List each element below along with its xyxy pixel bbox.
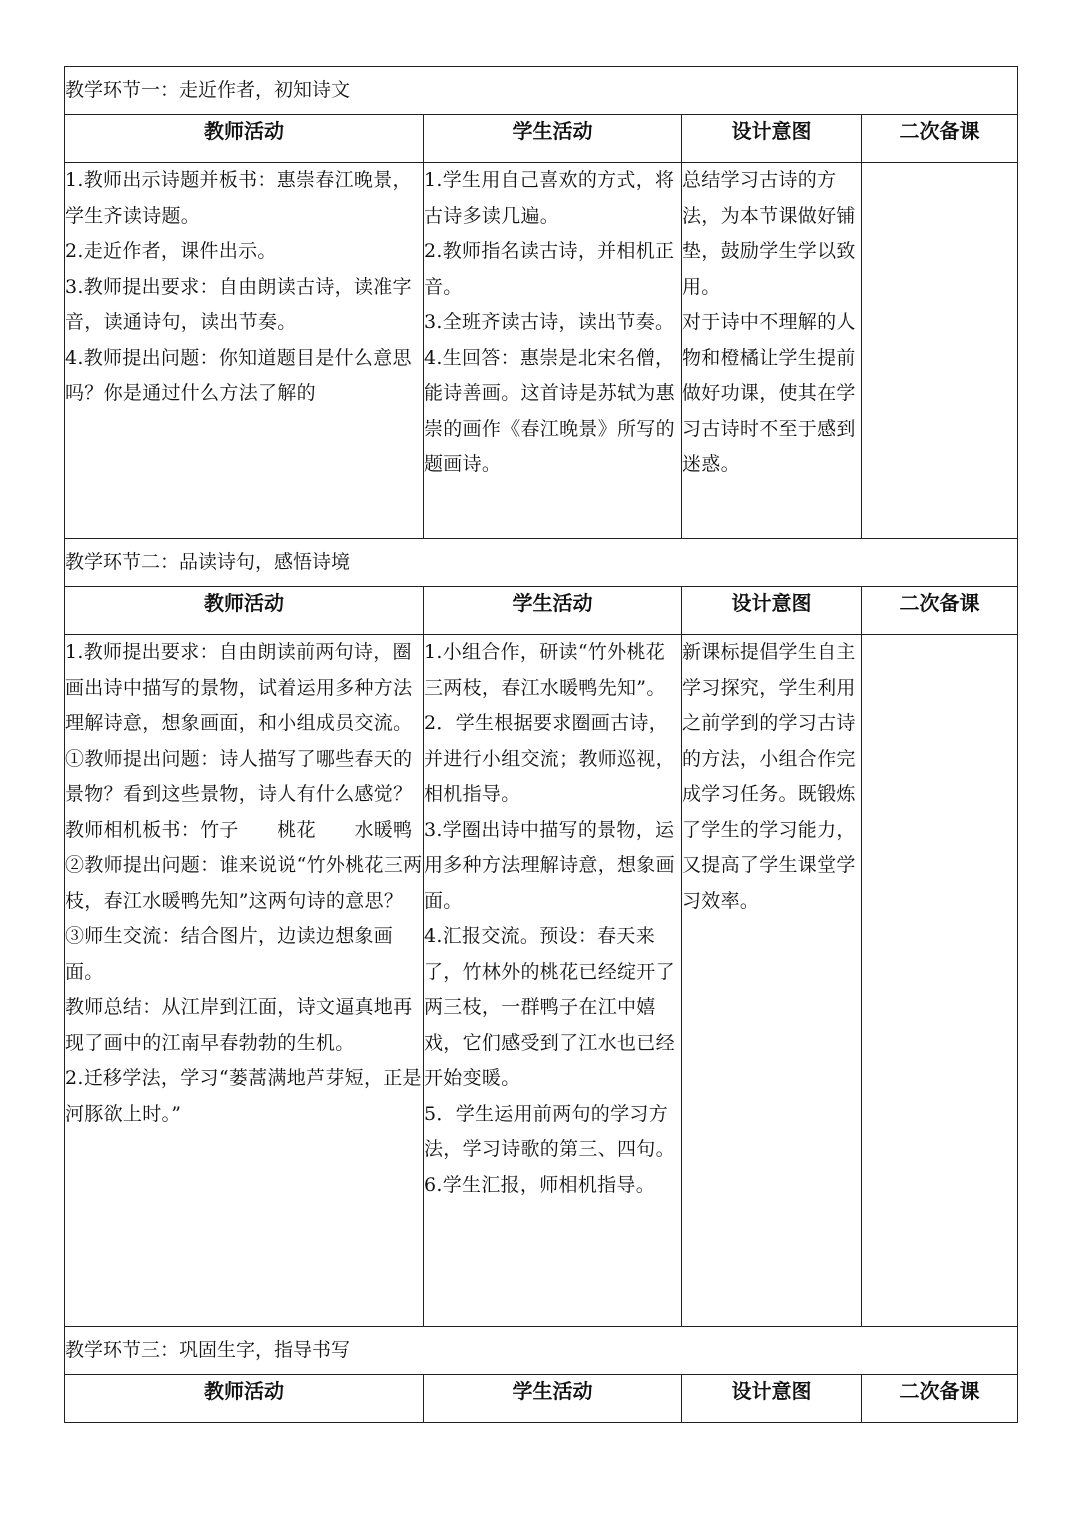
header-student-activity: 学生活动 [424,1375,682,1423]
header-design-intent: 设计意图 [682,1375,862,1423]
section-1-title-row [65,67,1018,115]
header-design-intent: 设计意图 [682,115,862,163]
teacher-activity-cell [65,635,424,1327]
lesson-plan-table [64,66,1018,1423]
teacher-activity-cell [65,163,424,539]
student-item: 3.全班齐读古诗，读出节奏。 [424,311,675,333]
student-item: 3.学圈出诗中描写的景物，运用多种方法理解诗意，想象画面。 [424,818,675,912]
design-intent-cell [682,635,862,1327]
section-3-title-row [65,1327,1018,1375]
teacher-item: 2.迁移学法，学习“蒌蒿满地芦芽短，正是河豚欲上时。” [65,1067,422,1125]
section-1-content-row [65,163,1018,539]
teacher-item: ③师生交流：结合图片，边读边想象画面。 [65,925,394,983]
header-teacher-activity: 教师活动 [65,115,424,163]
header-second-prep: 二次备课 [862,587,1018,635]
teacher-item: 1.教师出示诗题并板书：惠崇春江晚景，学生齐读诗题。 [65,169,412,227]
student-item: 5．学生运用前两句的学习方法，学习诗歌的第三、四句。 [424,1102,675,1160]
header-design-intent: 设计意图 [682,587,862,635]
teacher-item: 4.教师提出问题：你知道题目是什么意思吗？你是通过什么方法了解的 [65,346,412,404]
intent-item: 总结学习古诗的方法，为本节课做好铺垫，鼓励学生学以致用。 [682,169,856,298]
student-item: 1.小组合作，研读“竹外桃花三两枝，春江水暖鸭先知”。 [424,641,666,699]
student-activity-cell [424,635,682,1327]
header-second-prep: 二次备课 [862,1375,1018,1423]
header-student-activity: 学生活动 [424,115,682,163]
student-item: 4.汇报交流。预设：春天来了，竹林外的桃花已经绽开了两三枝，一群鸭子在江中嬉戏，它们感受到了江水也已经开始变暖。 [424,925,675,1089]
teacher-item: 2.走近作者，课件出示。 [65,240,277,262]
student-item: 2．学生根据要求圈画古诗，并进行小组交流；教师巡视，相机指导。 [424,712,675,805]
section-2-title-row [65,539,1018,587]
section-3-header-row [65,1375,1018,1423]
section-2-header-row [65,587,1018,635]
header-teacher-activity: 教师活动 [65,1375,424,1423]
student-item: 2.教师指名读古诗，并相机正音。 [424,240,675,298]
header-second-prep: 二次备课 [862,115,1018,163]
teacher-item: ②教师提出问题：谁来说说“竹外桃花三两枝，春江水暖鸭先知”这两句诗的意思？ [65,854,423,912]
student-item: 1.学生用自己喜欢的方式，将古诗多读几遍。 [424,169,675,227]
intent-item: 对于诗中不理解的人物和橙橘让学生提前做好功课，使其在学习古诗时不至于感到迷惑。 [682,311,856,475]
teacher-item: 教师总结：从江岸到江面，诗文逼真地再现了画中的江南早春勃勃的生机。 [65,996,413,1054]
teacher-item: 教师相机板书：竹子 桃花 水暖鸭 [65,818,413,841]
section-title: 教学环节三：巩固生字，指导书写 [65,1327,1018,1375]
header-student-activity: 学生活动 [424,587,682,635]
student-item: 6.学生汇报，师相机指导。 [424,1173,656,1196]
teacher-item: ①教师提出问题：诗人描写了哪些春天的景物？看到这些景物，诗人有什么感觉？ [65,747,413,805]
student-item: 4.生回答：惠崇是北宋名僧，能诗善画。这首诗是苏轼为惠崇的画作《春江晚景》所写的题画诗。 [424,346,675,475]
section-1-header-row [65,115,1018,163]
second-prep-cell [862,163,1018,539]
student-activity-cell [424,163,682,539]
header-teacher-activity: 教师活动 [65,587,424,635]
section-2-content-row [65,635,1018,1327]
teacher-item: 3.教师提出要求：自由朗读古诗，读准字音，读通诗句，读出节奏。 [65,275,412,333]
section-title: 教学环节一：走近作者，初知诗文 [65,67,1018,115]
section-title: 教学环节二：品读诗句，感悟诗境 [65,539,1018,587]
design-intent-cell [682,163,862,539]
teacher-item: 1.教师提出要求：自由朗读前两句诗，圈画出诗中描写的景物，试着运用多种方法理解诗意，想象画面，和小组成员交流。 [65,641,413,734]
second-prep-cell [862,635,1018,1327]
intent-item: 新课标提倡学生自主学习探究，学生利用之前学到的学习古诗的方法，小组合作完成学习任务。既锻炼了学生的学习能力，又提高了学生课堂学习效率。 [682,641,856,912]
